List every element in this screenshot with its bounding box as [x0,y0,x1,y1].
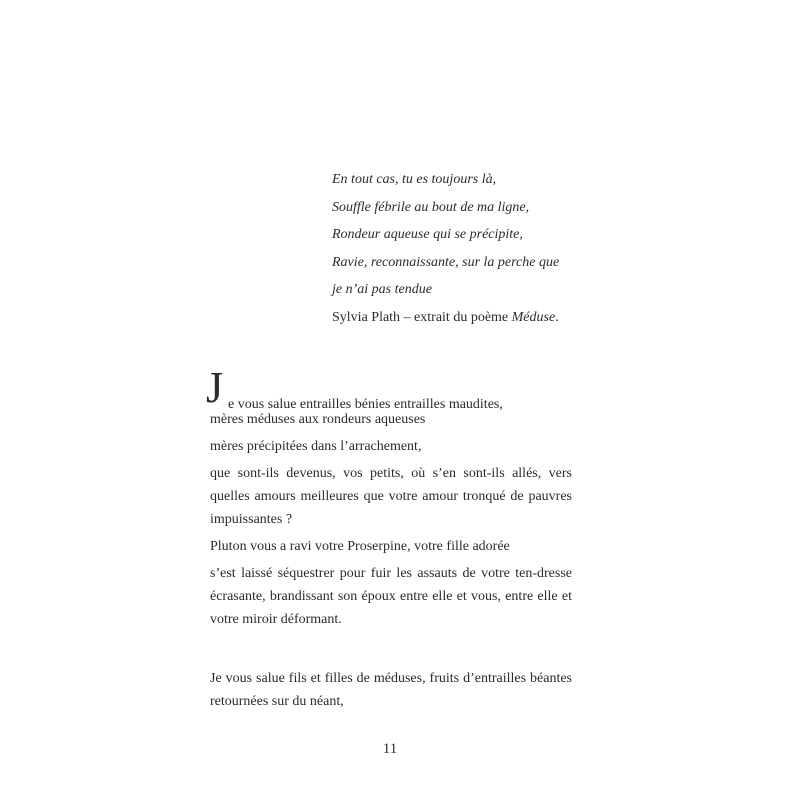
epigraph-line: Ravie, reconnaissante, sur la perche que [332,254,560,270]
stanza-break [210,635,572,667]
drop-cap: J [206,363,224,412]
page-number: 11 [382,741,398,757]
paragraph: Pluton vous a ravi votre Proserpine, votre fille adorée [210,539,510,554]
paragraph: mères méduses aux rondeurs aqueuses [210,412,426,427]
first-line-text: e vous salue entrailles bénies entrailles maudites, [228,397,503,412]
paragraph: que sont-ils devenus, vos petits, où s’en sont-ils allés, vers quelles amours meilleures que votre amour tronqué de pauvres impuissantes ? [210,466,572,527]
first-line [206,363,572,412]
epigraph-attribution [332,304,632,332]
paragraph: s’est laissé séquestrer pour fuir les assauts de votre ten-dresse écrasante, brandissant son époux entre elle et vous, entre elle et votre miroir déformant. [210,566,572,627]
epigraph-line: En tout cas, tu es toujours là, [332,172,497,187]
epigraph-line: je n’ai pas tendue [332,282,432,297]
epigraph-line: Souffle fébrile au bout de ma ligne, [332,199,530,215]
attribution-period: . [555,309,559,325]
attribution-poem-title: Méduse [511,309,556,325]
paragraph: mères précipitées dans l’arrachement, [210,439,422,454]
epigraph-line: Rondeur aqueuse qui se précipite, [332,227,523,242]
paragraph: Je vous salue fils et filles de méduses, fruits d’entrailles béantes retournées sur du néant, [210,671,572,709]
epigraph [332,166,632,331]
attribution-author: Sylvia Plath – extrait du poème [332,309,512,325]
poem-body [206,363,572,717]
